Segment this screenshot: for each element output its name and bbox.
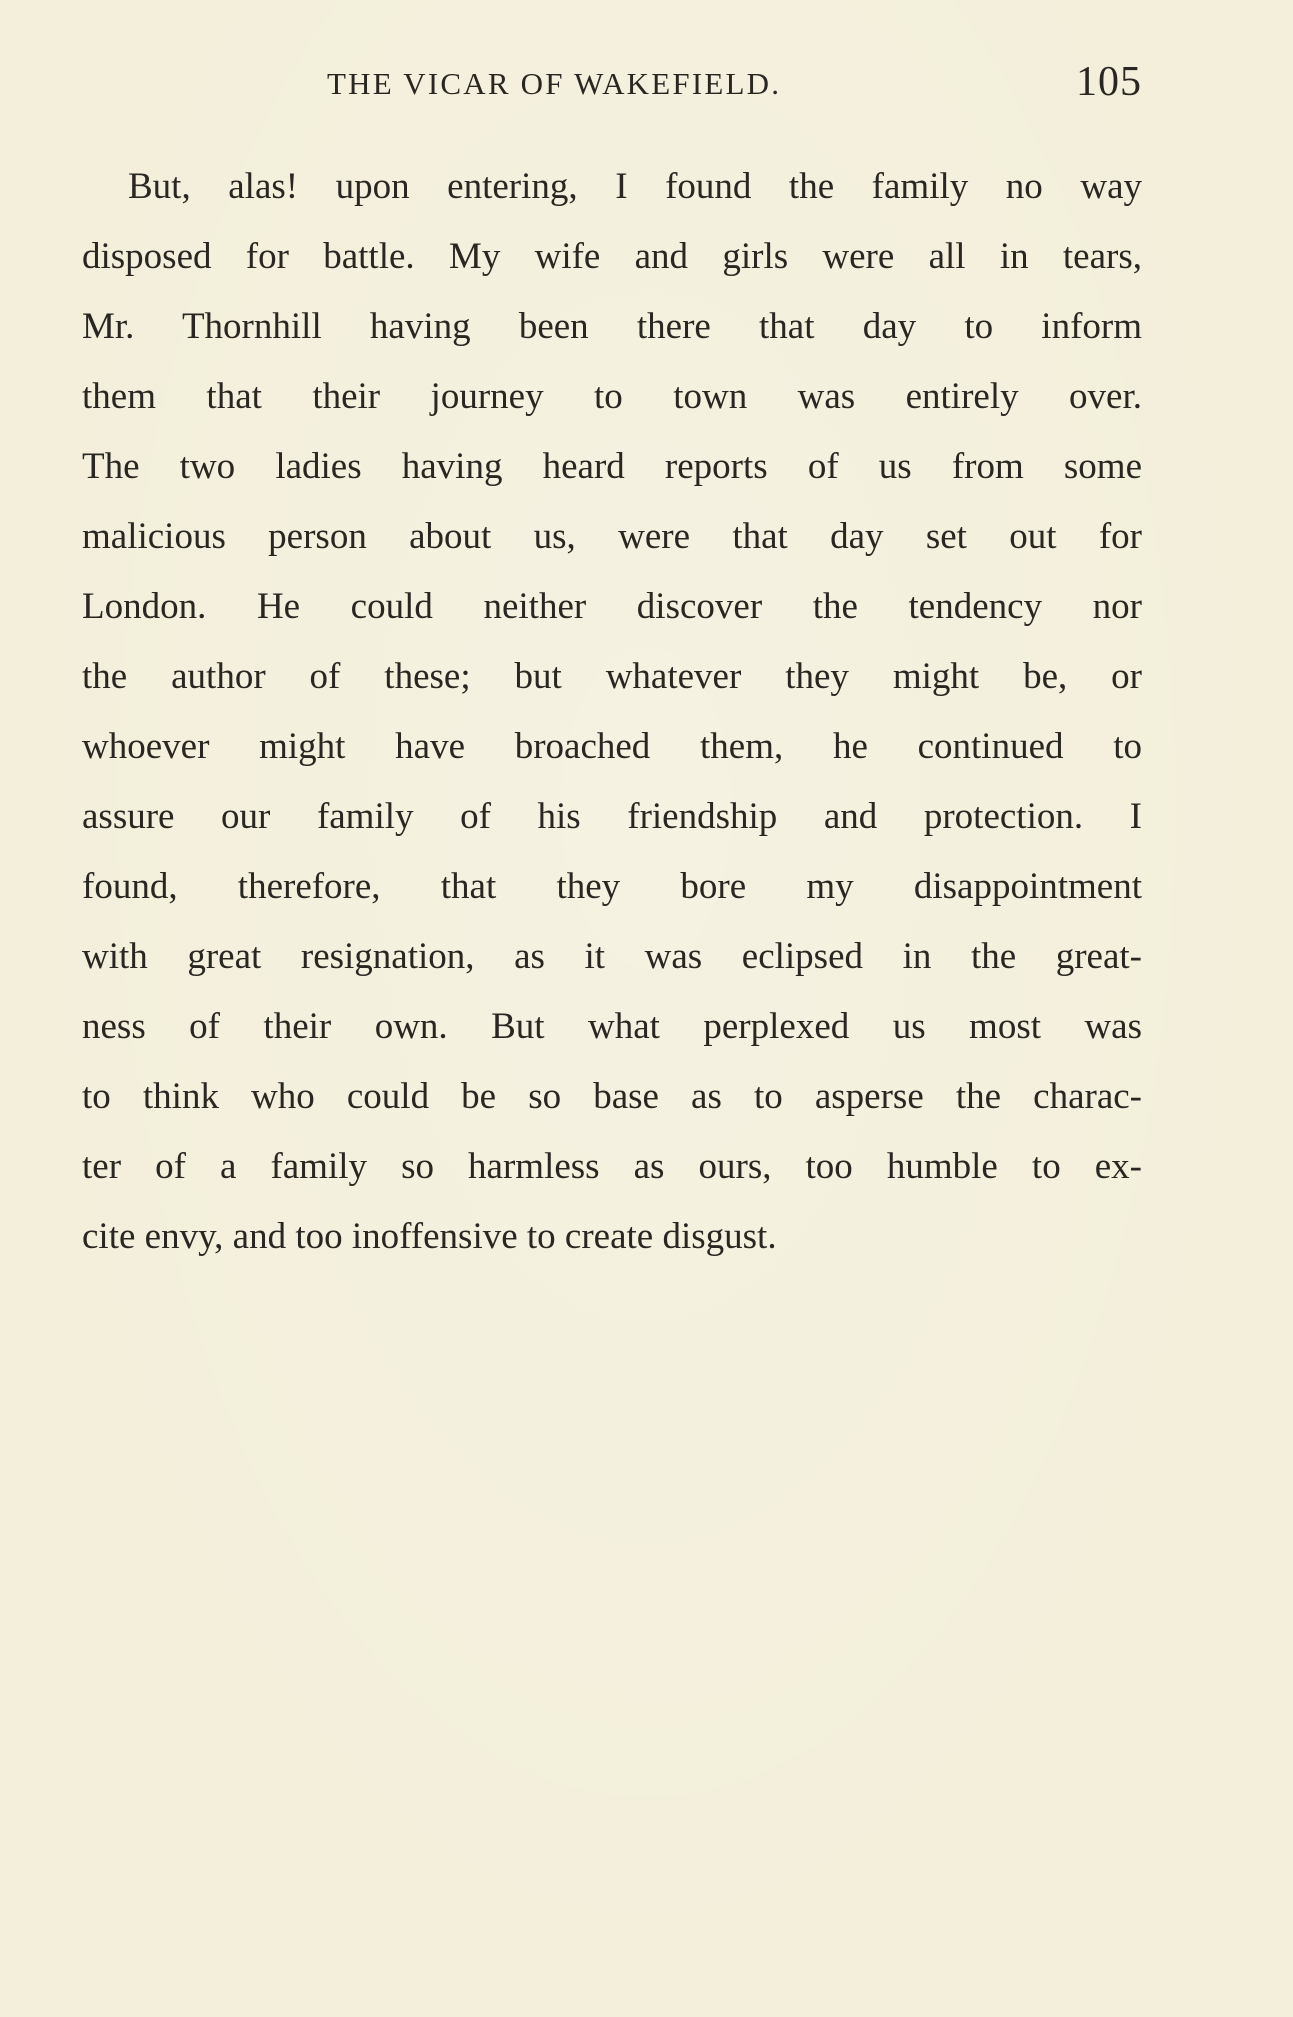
- text-line: to think who could be so base as to asperse the charac-: [82, 1076, 1142, 1117]
- text-line: disposed for battle. My wife and girls were all in tears,: [82, 236, 1142, 277]
- text-line: ter of a family so harmless as ours, too humble to ex-: [82, 1146, 1142, 1187]
- text-line: with great resignation, as it was eclipsed in the great-: [82, 936, 1142, 977]
- text-line: ness of their own. But what perplexed us most was: [82, 1006, 1142, 1047]
- text-line: them that their journey to town was entirely over.: [82, 376, 1142, 417]
- text-line: The two ladies having heard reports of us from some: [82, 446, 1142, 487]
- text-line: whoever might have broached them, he continued to: [82, 726, 1142, 767]
- page-number: 105: [1076, 59, 1142, 105]
- text-line: malicious person about us, were that day set out for: [82, 516, 1142, 557]
- text-line: But, alas! upon entering, I found the family no way: [128, 166, 1142, 207]
- running-head: [80, 59, 1142, 112]
- text-line: London. He could neither discover the tendency nor: [82, 586, 1142, 627]
- running-title: THE VICAR OF WAKEFIELD.: [327, 66, 782, 101]
- text-line: assure our family of his friendship and protection. I: [82, 796, 1142, 837]
- text-line: Mr. Thornhill having been there that day to inform: [82, 306, 1142, 347]
- text-line: the author of these; but whatever they might be, or: [82, 656, 1142, 697]
- body-paragraph: [82, 152, 1142, 1272]
- text-line: found, therefore, that they bore my disappointment: [82, 866, 1142, 907]
- text-line: cite envy, and too inoffensive to create disgust.: [82, 1216, 777, 1257]
